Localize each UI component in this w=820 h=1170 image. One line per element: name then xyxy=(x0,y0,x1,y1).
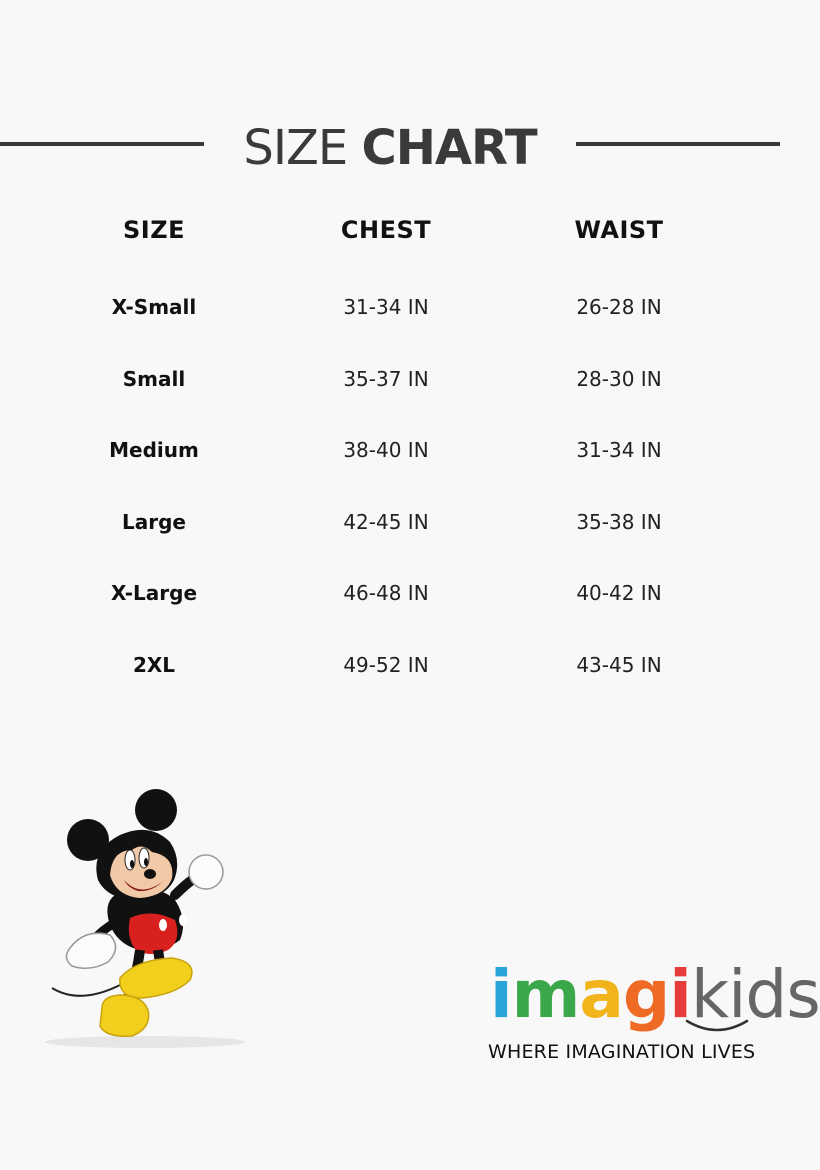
table-cell-size: Medium xyxy=(109,438,199,463)
logo-letter: g xyxy=(622,956,670,1033)
table-cell-waist: 26-28 IN xyxy=(576,295,662,319)
table-cell-chest: 42-45 IN xyxy=(343,509,429,534)
logo-wordmark xyxy=(490,955,820,1035)
column-header-size: SIZE xyxy=(122,216,185,244)
table-cell-size: X-Small xyxy=(111,295,197,319)
table-cell-chest: 35-37 IN xyxy=(343,366,429,391)
title-rule-right xyxy=(576,142,780,146)
logo-tagline: WHERE IMAGINATION LIVES xyxy=(488,1041,756,1063)
page-title xyxy=(204,118,576,178)
table-cell-waist: 35-38 IN xyxy=(576,509,662,534)
table-cell-size: Small xyxy=(122,366,186,391)
title-rule-left xyxy=(0,142,204,146)
logo-letter: i xyxy=(669,956,691,1033)
column-header-waist: WAIST xyxy=(574,216,664,244)
table-cell-waist: 43-45 IN xyxy=(576,653,662,677)
smile-icon xyxy=(685,1017,749,1039)
table-cell-size: X-Large xyxy=(110,581,198,606)
table-cell-waist: 28-30 IN xyxy=(576,366,662,391)
table-cell-waist: 31-34 IN xyxy=(576,438,662,463)
logo-letter: d xyxy=(745,956,787,1033)
title-bold: CHART xyxy=(361,120,537,176)
logo-letter: i xyxy=(490,956,512,1033)
table-cell-chest: 49-52 IN xyxy=(343,653,429,677)
imagikids-logo xyxy=(480,955,820,1075)
table-cell-size: 2XL xyxy=(132,653,176,677)
table-cell-chest: 38-40 IN xyxy=(343,438,429,463)
mickey-mouse-character-icon xyxy=(40,780,250,1050)
column-header-chest: CHEST xyxy=(340,216,432,244)
table-cell-size: Large xyxy=(122,509,186,534)
logo-letter: i xyxy=(728,956,746,1033)
logo-letter: m xyxy=(511,956,580,1033)
table-cell-waist: 40-42 IN xyxy=(576,581,662,606)
table-cell-chest: 46-48 IN xyxy=(343,581,429,606)
title-light: SIZE xyxy=(243,120,348,176)
table-cell-chest: 31-34 IN xyxy=(343,295,429,319)
logo-letter: s xyxy=(786,956,820,1033)
logo-letter: k xyxy=(690,956,729,1033)
logo-letter: a xyxy=(579,956,623,1033)
